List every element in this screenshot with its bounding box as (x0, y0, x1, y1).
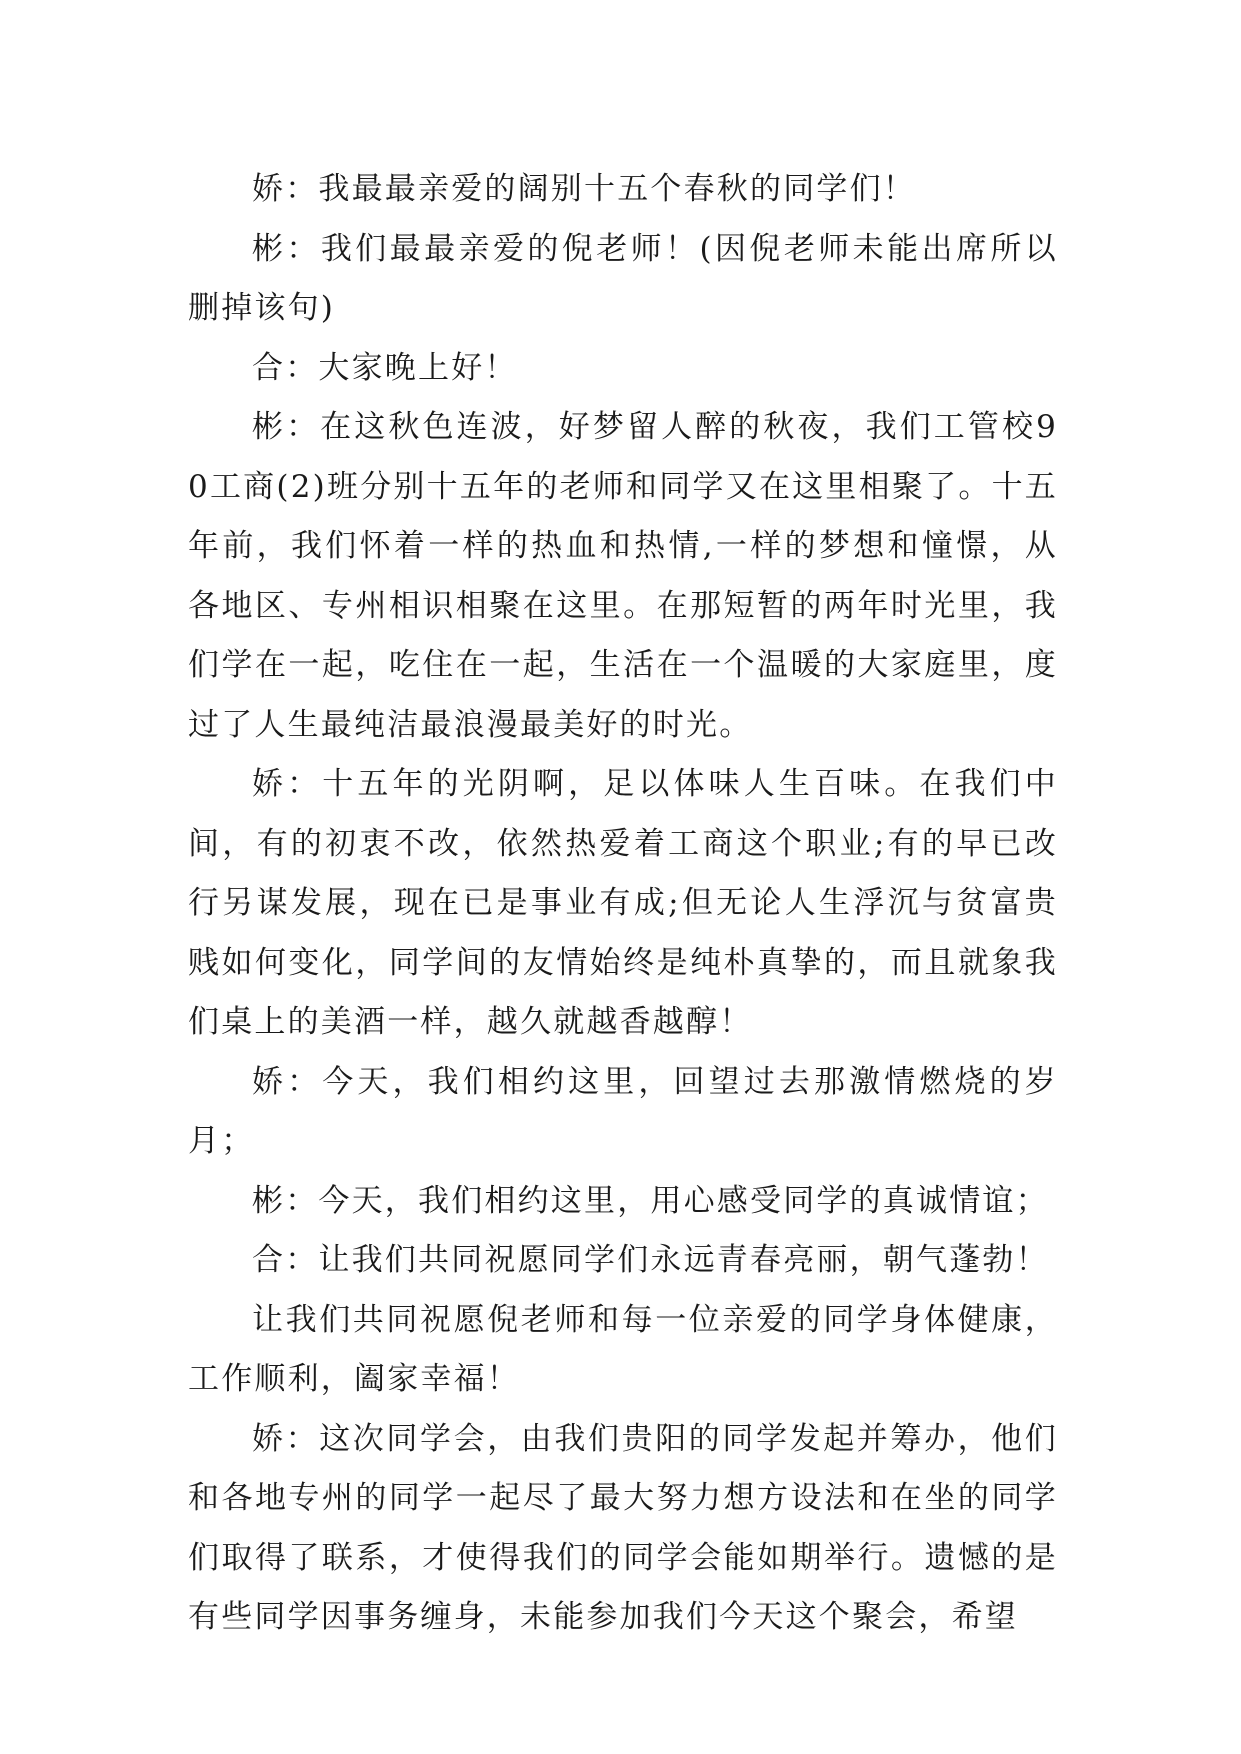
paragraph-jiao-fifteen-years: 娇：十五年的光阴啊，足以体味人生百味。在我们中间，有的初衷不改，依然热爱着工商这个职业;有的早已改行另谋发展，现在已是事业有成;但无论人生浮沉与贫富贵贱如何变化，同学间的友情始终是纯朴真挚的，而且就象我们桌上的美酒一样，越久就越香越醇！ (188, 766, 1058, 1040)
paragraph-jiao-greeting: 娇：我最最亲爱的阔别十五个春秋的同学们！ (252, 171, 916, 207)
paragraph-bin-greeting-teacher: 彬：我们最最亲爱的倪老师！(因倪老师未能出席所以删掉该句) (188, 230, 1058, 326)
paragraph-jiao-organizers: 娇：这次同学会，由我们贵阳的同学发起并筹办，他们和各地专州的同学一起尽了最大努力想方设法和在坐的同学们取得了联系，才使得我们的同学会能如期举行。遗憾的是有些同学因事务缠身，未能参加我们今天这个聚会，希望 (188, 1420, 1058, 1635)
paragraph-wish-teacher: 让我们共同祝愿倪老师和每一位亲爱的同学身体健康，工作顺利，阖家幸福！ (188, 1301, 1058, 1397)
document-body (188, 160, 1058, 1648)
paragraph-together-good-evening: 合：大家晚上好！ (252, 349, 518, 386)
paragraph-bin-today: 彬：今天，我们相约这里，用心感受同学的真诚情谊； (252, 1182, 1049, 1219)
paragraph-jiao-today: 娇：今天，我们相约这里，回望过去那激情燃烧的岁月； (188, 1063, 1058, 1159)
paragraph-together-wish: 合：让我们共同祝愿同学们永远青春亮丽，朝气蓬勃！ (252, 1242, 1049, 1278)
paragraph-bin-reunion: 彬：在这秋色连波，好梦留人醉的秋夜，我们工管校90工商(2)班分别十五年的老师和同学又在这里相聚了。十五年前，我们怀着一样的热血和热情,一样的梦想和憧憬，从各地区、专州相识相聚在这里。在那短暂的两年时光里，我们学在一起，吃住在一起，生活在一个温暖的大家庭里，度过了人生最纯洁最浪漫最美好的时光。 (188, 409, 1058, 743)
